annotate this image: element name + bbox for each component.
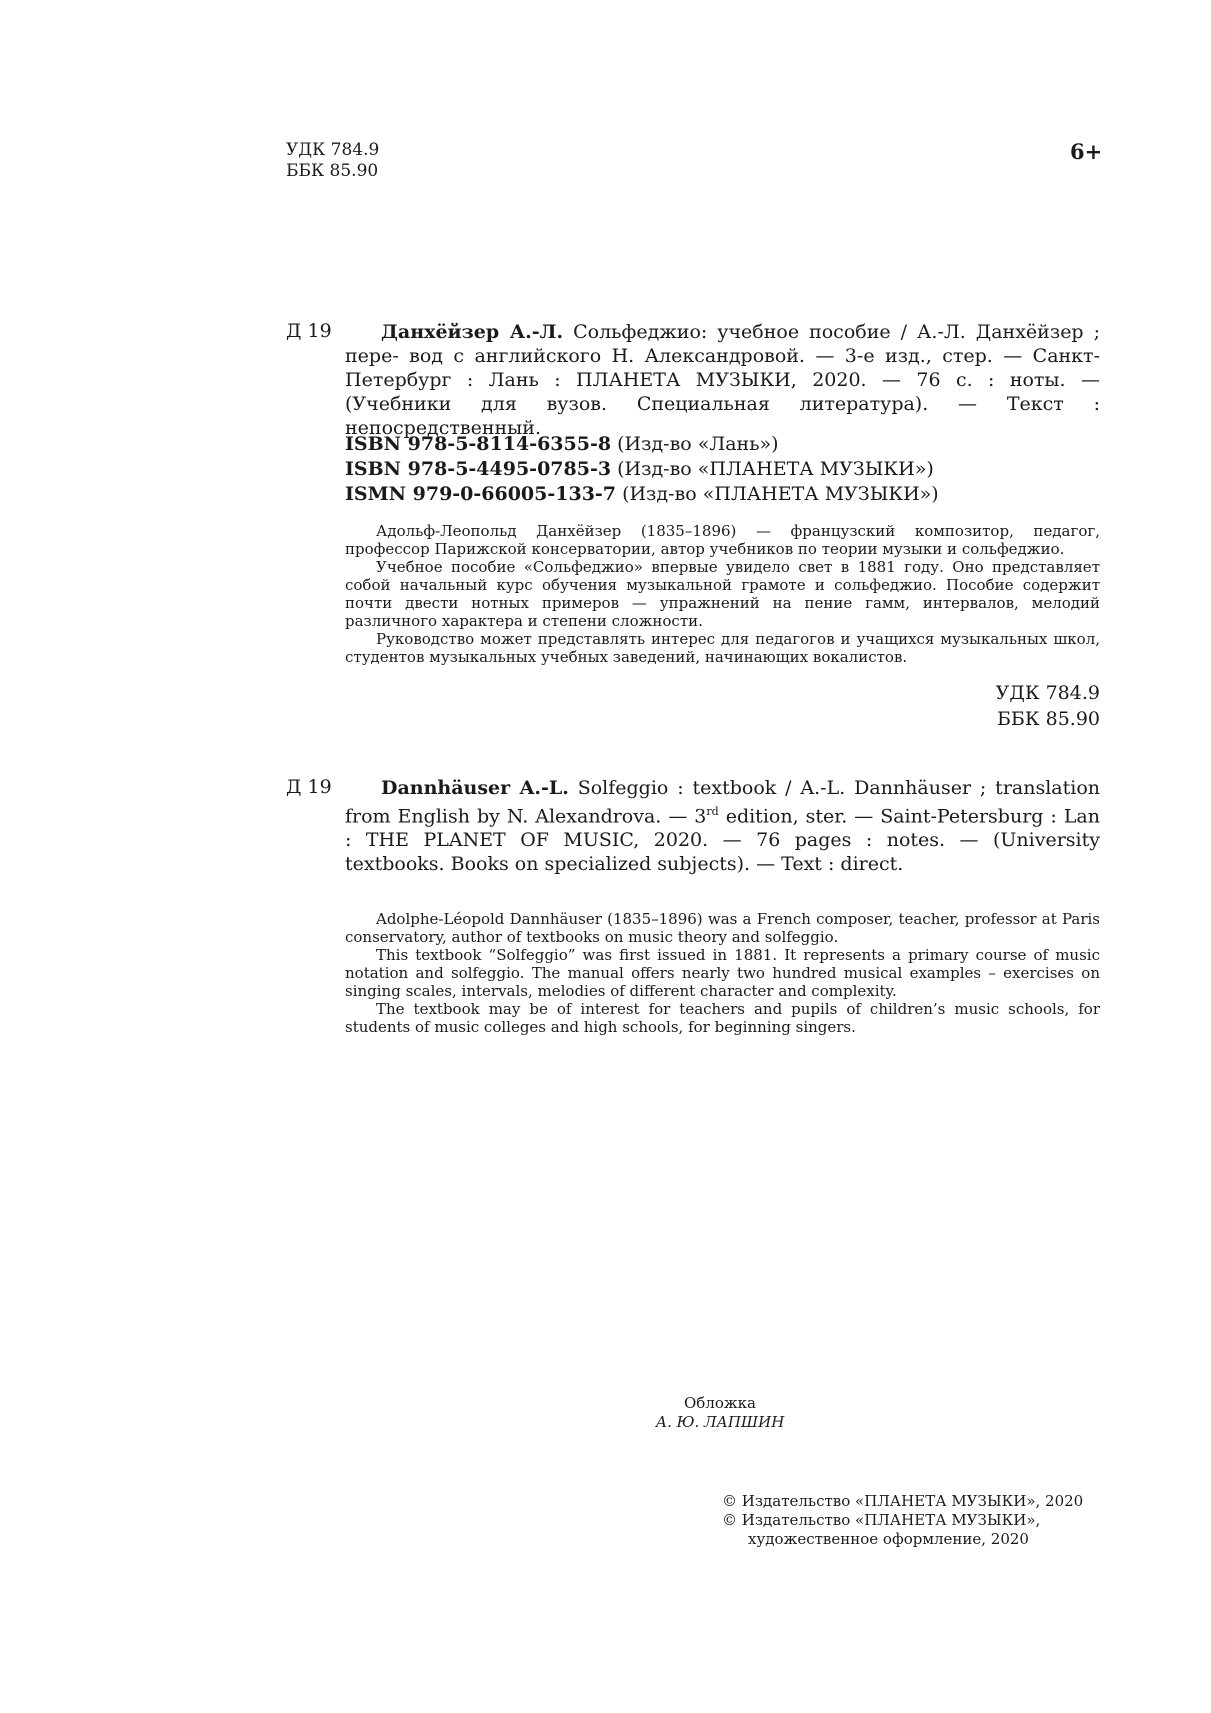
isbn-publisher: (Изд-во «Лань») (611, 433, 779, 455)
ismn-publisher: (Изд-во «ПЛАНЕТА МУЗЫКИ») (616, 483, 939, 505)
cover-credit (540, 1394, 900, 1432)
en-edition-superscript: rd (706, 805, 719, 818)
en-record-text: Solfeggio : textbook / A.-L. Dannhäuser ; translation from English by N. Alexandrova. — 3 (345, 777, 1101, 828)
ru-record-line: Сольфеджио: учебное пособие / А.-Л. Данхёйзер ; пере- (345, 321, 1101, 367)
ru-catalog-code: Д 19 (286, 320, 332, 342)
ru-author: Данхёйзер А.-Л. (381, 321, 564, 343)
ru-record-line: Специальная литература). — Текст : непосредственный. (345, 393, 1100, 439)
en-annotation-paragraph: Adolphe-Léopold Dannhäuser (1835–1896) was a French composer, teacher, professor at Paris conservatory, author of textbooks on music theory and solfeggio. (345, 910, 1100, 946)
ru-annotation-paragraph: Адольф-Леопольд Данхёйзер (1835–1896) — французский композитор, педагог, профессор Парижской консерватории, автор учебников по теории музыки и сольфеджио. (345, 522, 1100, 558)
copyright-line: © Издательство «ПЛАНЕТА МУЗЫКИ», 2020 (722, 1492, 1084, 1510)
isbn-row (345, 457, 939, 482)
copyright-line: © Издательство «ПЛАНЕТА МУЗЫКИ», (722, 1511, 1041, 1529)
header-classification-codes (286, 140, 379, 182)
en-catalog-code: Д 19 (286, 776, 332, 798)
ru-record-line: вод с английского Н. Александровой. — 3-е изд., стер. — Санкт-Петербург : (345, 345, 1100, 391)
ru-udk: УДК 784.9 (995, 682, 1100, 704)
ru-annotation-paragraph: Учебное пособие «Сольфеджио» впервые увидело свет в 1881 году. Оно представляет собой начальный курс обучения музыкальной грамоте и сольфеджио. Пособие содержит почти двести нотных примеров — упражнений на пение гамм, интервалов, мелодий различного характера и степени сложности. (345, 558, 1100, 630)
cover-label: Обложка (683, 1394, 756, 1412)
copyright-line: художественное оформление, 2020 (748, 1530, 1029, 1548)
ru-record-line: Лань : ПЛАНЕТА МУЗЫКИ, 2020. — 76 с. : ноты. — (Учебники для вузов. (345, 369, 1100, 415)
en-author: Dannhäuser A.-L. (381, 777, 569, 799)
ismn-row (345, 482, 939, 507)
ru-annotation (345, 522, 1100, 666)
header-udk: УДК 784.9 (286, 140, 380, 160)
en-bibliographic-record (345, 776, 1100, 876)
ismn-number: ISMN 979-0-66005-133-7 (345, 483, 617, 505)
ru-classification-codes (880, 680, 1100, 732)
isbn-publisher: (Изд-во «ПЛАНЕТА МУЗЫКИ») (611, 458, 934, 480)
ru-annotation-paragraph: Руководство может представлять интерес для педагогов и учащихся музыкальных школ, студентов музыкальных учебных заведений, начинающих вокалистов. (345, 630, 1100, 666)
en-annotation (345, 910, 1100, 1036)
en-annotation-paragraph: This textbook “Solfeggio” was first issued in 1881. It represents a primary course of music notation and solfeggio. The manual offers nearly two hundred musical examples – exercises on singing scales, intervals, melodies of different character and complexity. (345, 946, 1100, 1000)
age-rating: 6+ (1070, 139, 1103, 164)
isbn-list (345, 432, 939, 507)
copyright-block (722, 1492, 1083, 1549)
ru-bibliographic-record (345, 320, 1100, 440)
cover-designer: А. Ю. ЛАПШИН (655, 1413, 785, 1431)
isbn-number: ISBN 978-5-4495-0785-3 (345, 458, 612, 480)
isbn-number: ISBN 978-5-8114-6355-8 (345, 433, 612, 455)
ru-bbk: ББК 85.90 (996, 708, 1100, 730)
en-record-text: edition, ster. — Saint-Petersburg : Lan : THE PLANET OF MUSIC, 2020. — 76 pages : notes. — (University textbooks. Books on specialized subjects). — Text : direct. (345, 805, 1100, 876)
header-bbk: ББК 85.90 (286, 161, 379, 181)
isbn-row (345, 432, 939, 457)
en-annotation-paragraph: The textbook may be of interest for teachers and pupils of children’s music schools, for students of music colleges and high schools, for beginning singers. (345, 1000, 1100, 1036)
